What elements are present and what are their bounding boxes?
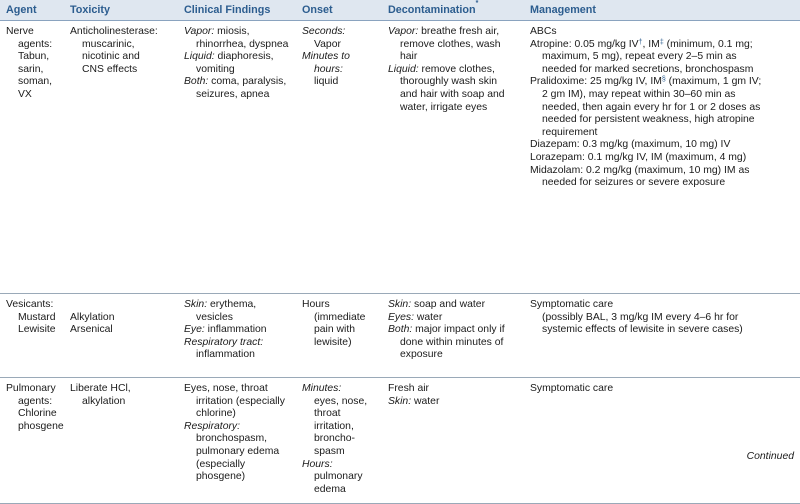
decon-line — [388, 312, 522, 325]
clinical-line: phosgene) — [196, 471, 246, 483]
decon-line: hair — [400, 51, 418, 63]
header-agent: Agent — [6, 4, 37, 16]
agent-line: Lewisite — [18, 324, 56, 336]
clinical-line: irritation (especially — [196, 395, 285, 407]
label-liquid: Liquid: — [184, 51, 215, 63]
management-line — [530, 76, 798, 89]
clinical-line — [184, 26, 294, 39]
table-row-pulmonary-agents — [0, 378, 800, 504]
decontamination-footnote-mark: * — [475, 0, 479, 7]
header-management: Management — [530, 4, 596, 16]
header-decontamination-label: Decontamination — [388, 4, 476, 16]
decon-text: soap and water — [411, 299, 486, 310]
toxicity-line: muscarinic, — [82, 38, 135, 50]
clinical-line — [184, 421, 294, 434]
clinical-line — [184, 51, 294, 64]
onset-line: throat — [314, 408, 341, 420]
management-line — [530, 39, 798, 52]
label-vapor: Vapor: — [184, 26, 215, 37]
management-line: Symptomatic care — [530, 299, 614, 310]
cell-toxicity — [64, 383, 178, 503]
management-line: ABCs — [530, 26, 557, 37]
clinical-text: erythema, — [207, 299, 257, 310]
management-line: Lorazepam: 0.1 mg/kg IV, IM (maximum, 4 mg) — [530, 151, 747, 163]
clinical-line — [184, 324, 294, 337]
decon-line: water, irrigate eyes — [400, 101, 488, 113]
agent-line: soman, — [18, 76, 53, 88]
cell-toxicity — [64, 299, 178, 377]
label-eyes: Eyes: — [388, 311, 414, 323]
cell-onset — [296, 299, 382, 377]
management-line: Diazepam: 0.3 mg/kg (maximum, 10 mg) IV — [530, 139, 731, 151]
onset-line: irritation, — [314, 420, 354, 432]
clinical-line: inflammation — [196, 349, 255, 361]
decon-text: water — [411, 395, 440, 407]
clinical-line: bronchospasm, — [196, 433, 268, 445]
label-respiratory: Respiratory: — [184, 420, 241, 432]
clinical-line: Eyes, nose, throat — [184, 383, 268, 394]
cell-management — [524, 26, 800, 293]
atropine-text: (minimum, 0.1 mg; — [663, 38, 753, 50]
cell-clinical-findings — [178, 383, 296, 503]
clinical-line — [184, 337, 294, 350]
header-clinical-findings: Clinical Findings — [184, 4, 271, 16]
management-line: systemic effects of lewisite in severe cases) — [542, 324, 743, 336]
management-line: needed, then again every hr for 1 or 2 doses as — [542, 101, 761, 113]
clinical-line — [184, 299, 294, 312]
clinical-line: vesicles — [196, 311, 233, 323]
clinical-line: rhinorrhea, dyspnea — [196, 38, 289, 50]
onset-line: spasm — [314, 445, 345, 457]
clinical-text: coma, paralysis, — [208, 76, 287, 88]
cell-agent — [0, 383, 64, 503]
header-decontamination — [382, 0, 524, 20]
label-both: Both: — [184, 76, 209, 88]
label-hours: Hours: — [302, 458, 333, 470]
agent-line: Nerve — [6, 26, 34, 37]
cell-management — [524, 299, 800, 377]
decon-text: water — [414, 311, 443, 323]
cell-onset — [296, 383, 382, 503]
toxicity-line: Arsenical — [70, 324, 113, 336]
toxicity-line: Anticholinesterase: — [70, 26, 158, 37]
onset-line — [302, 383, 380, 396]
agent-line: Pulmonary — [6, 383, 56, 394]
cell-decontamination — [382, 26, 524, 293]
toxicity-line: alkylation — [82, 395, 126, 407]
onset-line — [302, 64, 380, 77]
onset-line: lewisite) — [314, 336, 352, 348]
management-line: needed for seizures or severe exposure — [542, 177, 726, 189]
cell-management — [524, 383, 800, 503]
onset-line: (immediate — [314, 311, 366, 323]
decon-line: remove clothes, wash — [400, 38, 501, 50]
label-hours: hours: — [314, 63, 343, 75]
agent-line: sarin, — [18, 63, 44, 75]
cell-agent — [0, 299, 64, 377]
agent-line: phosgene — [18, 420, 64, 432]
label-minutes: Minutes: — [302, 383, 342, 394]
header-toxicity: Toxicity — [70, 4, 110, 16]
pralidoxime-text: (maximum, 1 gm IV; — [665, 76, 762, 88]
onset-line: edema — [314, 483, 346, 495]
label-vapor: Vapor: — [388, 26, 419, 37]
decon-text: major impact only if — [412, 324, 505, 336]
label-skin: Skin: — [184, 299, 208, 310]
label-both: Both: — [388, 324, 413, 336]
agent-line: agents: — [18, 395, 53, 407]
table-row-vesicants — [0, 294, 800, 378]
pralidoxime-text: Pralidoxime: 25 mg/kg IV, IM — [530, 76, 662, 88]
decon-line — [388, 396, 522, 409]
clinical-text: diaphoresis, — [214, 51, 274, 63]
clinical-text: inflammation — [204, 324, 267, 336]
cell-onset — [296, 26, 382, 293]
toxicity-line: CNS effects — [82, 63, 138, 75]
atropine-text: , IM — [642, 38, 660, 50]
cell-toxicity — [64, 26, 178, 293]
onset-line: Vapor — [314, 38, 341, 50]
decon-line: exposure — [400, 349, 443, 361]
clinical-line: (especially — [196, 458, 246, 470]
decon-line: done within minutes of — [400, 336, 504, 348]
atropine-text: Atropine: 0.05 mg/kg IV — [530, 38, 639, 50]
onset-line: Hours — [302, 299, 330, 310]
onset-line: pulmonary — [314, 471, 363, 483]
footnote-mark: § — [661, 76, 666, 84]
table-row-nerve-agents — [0, 21, 800, 294]
header-onset: Onset — [302, 4, 333, 16]
decon-line: Fresh air — [388, 383, 429, 394]
clinical-line: chlorine) — [196, 408, 236, 420]
decon-line — [388, 299, 522, 312]
onset-line: pain with — [314, 324, 356, 336]
management-line: Midazolam: 0.2 mg/kg (maximum, 10 mg) IM as — [530, 164, 750, 176]
label-skin: Skin: — [388, 395, 412, 407]
decon-line — [388, 324, 522, 337]
management-line: needed for marked secretions, bronchospasm — [542, 63, 754, 75]
continued-label: Continued — [746, 451, 794, 462]
label-liquid: Liquid: — [388, 63, 419, 75]
cell-clinical-findings — [178, 299, 296, 377]
agent-line: Mustard — [18, 311, 56, 323]
label-minutes-to-hours: Minutes to — [302, 51, 350, 63]
label-eye: Eye: — [184, 324, 205, 336]
decon-line — [388, 64, 522, 77]
cell-decontamination — [382, 383, 524, 503]
management-line: maximum, 5 mg), repeat every 2–5 min as — [542, 51, 737, 63]
management-line: requirement — [542, 126, 598, 138]
clinical-line: pulmonary edema — [196, 445, 280, 457]
onset-line — [302, 26, 380, 39]
toxicity-line: Alkylation — [70, 311, 115, 323]
management-line: (possibly BAL, 3 mg/kg IM every 4–6 hr for — [542, 311, 739, 323]
label-respiratory-tract: Respiratory tract: — [184, 336, 264, 348]
management-line: 2 gm IM), may repeat within 30–60 min as — [542, 88, 736, 100]
table-header — [0, 0, 800, 21]
agent-line: agents: — [18, 38, 53, 50]
toxicity-line: nicotinic and — [82, 51, 140, 63]
cell-agent — [0, 26, 64, 293]
agent-line: VX — [18, 88, 32, 100]
clinical-line: vomiting — [196, 63, 235, 75]
toxicity-line: Liberate HCl, — [70, 383, 131, 394]
management-line: needed for persistent weakness, high atropine — [542, 114, 755, 126]
label-skin: Skin: — [388, 299, 412, 310]
onset-line: broncho- — [314, 433, 356, 445]
onset-line: eyes, nose, — [314, 395, 368, 407]
decon-line — [388, 26, 522, 39]
agent-line: Vesicants: — [6, 299, 54, 310]
footnote-mark: † — [638, 38, 643, 46]
onset-line — [302, 459, 380, 472]
agent-line: Tabun, — [18, 51, 50, 63]
decon-text: remove clothes, — [418, 63, 495, 75]
management-line: Symptomatic care — [530, 383, 614, 394]
clinical-line: seizures, apnea — [196, 88, 270, 100]
onset-line: liquid — [314, 76, 339, 88]
label-seconds: Seconds: — [302, 26, 346, 37]
toxicity-line — [70, 299, 176, 312]
cell-clinical-findings — [178, 26, 296, 293]
footnote-mark: ‡ — [659, 38, 664, 46]
clinical-line — [184, 76, 294, 89]
decon-line: and hair with soap and — [400, 88, 505, 100]
onset-line — [302, 51, 380, 64]
agent-line: Chlorine — [18, 408, 57, 420]
clinical-text: miosis, — [214, 26, 250, 37]
decon-text: breathe fresh air, — [418, 26, 500, 37]
decon-line: thoroughly wash skin — [400, 76, 498, 88]
cell-decontamination — [382, 299, 524, 377]
